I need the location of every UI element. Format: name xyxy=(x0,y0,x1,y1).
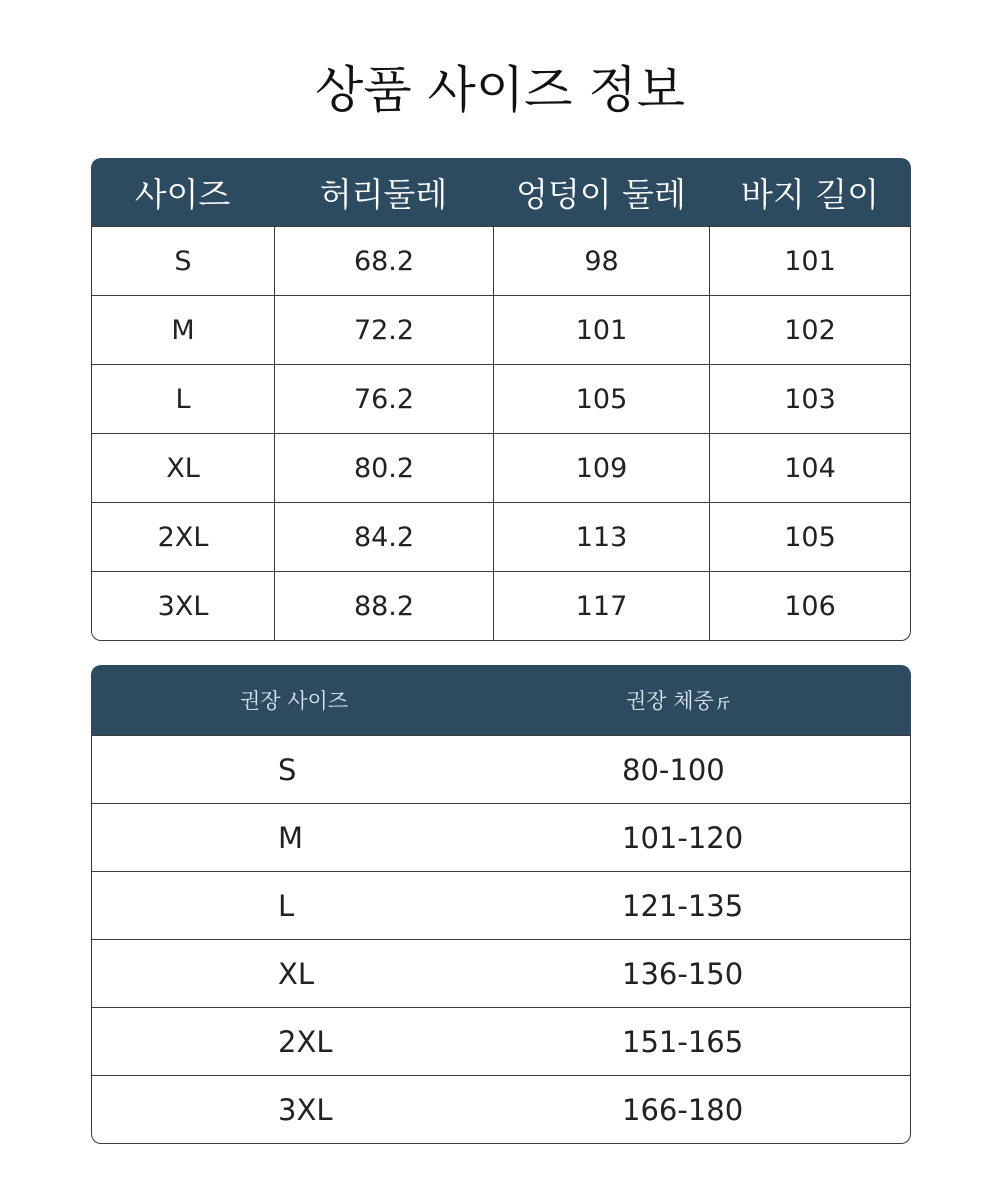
size-measurement-table xyxy=(91,158,911,641)
cell-hip: 109 xyxy=(493,433,709,502)
cell-size: XL xyxy=(91,939,501,1007)
cell-size: S xyxy=(91,735,501,803)
page-title: 상품 사이즈 정보 xyxy=(315,61,685,119)
cell-size: XL xyxy=(91,433,274,502)
cell-weight: 101-120 xyxy=(501,803,911,871)
cell-length: 101 xyxy=(709,226,911,295)
header-recommended-weight xyxy=(501,665,911,735)
cell-length: 106 xyxy=(709,571,911,641)
header-size: 사이즈 xyxy=(91,158,274,226)
cell-size: M xyxy=(91,295,274,364)
table-row xyxy=(91,226,911,295)
recommended-size-table xyxy=(91,665,911,1144)
table-row xyxy=(91,502,911,571)
table-row xyxy=(91,364,911,433)
header-recommended-weight-label: 권장 체중 xyxy=(626,689,714,713)
cell-size: 3XL xyxy=(91,1075,501,1144)
cell-size: S xyxy=(91,226,274,295)
header-pants-length: 바지 길이 xyxy=(709,158,911,226)
cell-weight: 166-180 xyxy=(501,1075,911,1144)
cell-length: 103 xyxy=(709,364,911,433)
cell-size: 2XL xyxy=(91,502,274,571)
cell-waist: 76.2 xyxy=(274,364,493,433)
cell-weight: 80-100 xyxy=(501,735,911,803)
table-row xyxy=(91,939,911,1007)
header-waist: 허리둘레 xyxy=(274,158,493,226)
cell-size: M xyxy=(91,803,501,871)
cell-weight: 136-150 xyxy=(501,939,911,1007)
cell-waist: 72.2 xyxy=(274,295,493,364)
cell-hip: 101 xyxy=(493,295,709,364)
cell-size: 2XL xyxy=(91,1007,501,1075)
cell-hip: 105 xyxy=(493,364,709,433)
table-row xyxy=(91,1075,911,1144)
cell-size: L xyxy=(91,364,274,433)
header-recommended-size: 권장 사이즈 xyxy=(91,665,501,735)
cell-hip: 113 xyxy=(493,502,709,571)
table-header-row xyxy=(91,665,911,735)
cell-weight: 151-165 xyxy=(501,1007,911,1075)
cell-length: 104 xyxy=(709,433,911,502)
weight-unit: 斤 xyxy=(716,696,730,712)
cell-waist: 80.2 xyxy=(274,433,493,502)
cell-weight: 121-135 xyxy=(501,871,911,939)
cell-hip: 117 xyxy=(493,571,709,641)
cell-waist: 88.2 xyxy=(274,571,493,641)
cell-size: 3XL xyxy=(91,571,274,641)
table-row xyxy=(91,871,911,939)
table-row xyxy=(91,1007,911,1075)
cell-waist: 84.2 xyxy=(274,502,493,571)
table-row xyxy=(91,433,911,502)
table-row xyxy=(91,735,911,803)
table-row xyxy=(91,803,911,871)
table-row xyxy=(91,571,911,641)
table-header-row xyxy=(91,158,911,226)
table-row xyxy=(91,295,911,364)
cell-hip: 98 xyxy=(493,226,709,295)
cell-length: 105 xyxy=(709,502,911,571)
cell-length: 102 xyxy=(709,295,911,364)
cell-size: L xyxy=(91,871,501,939)
cell-waist: 68.2 xyxy=(274,226,493,295)
header-hip: 엉덩이 둘레 xyxy=(493,158,709,226)
